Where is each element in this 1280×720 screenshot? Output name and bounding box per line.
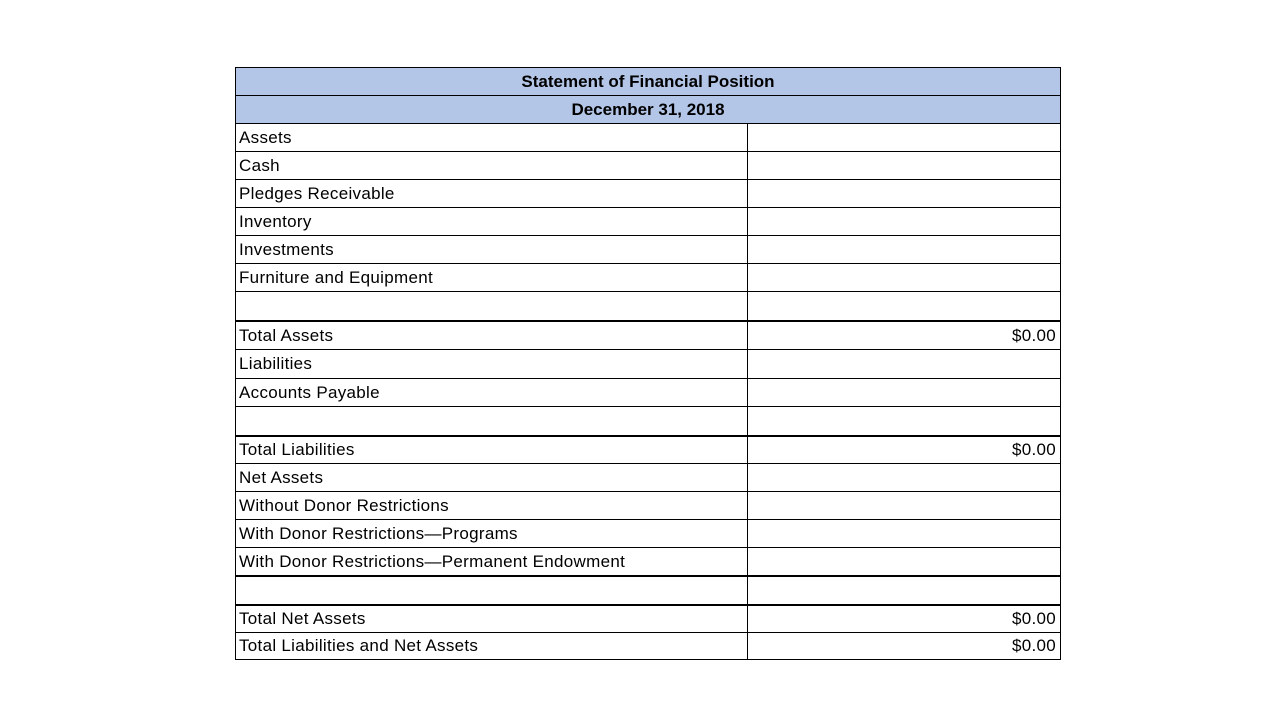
row-label[interactable] xyxy=(235,291,748,320)
row-label[interactable]: Pledges Receivable xyxy=(235,179,748,207)
row-value[interactable] xyxy=(748,179,1061,207)
row-value[interactable]: $0.00 xyxy=(748,435,1061,463)
row-value[interactable] xyxy=(748,575,1061,604)
row-label[interactable] xyxy=(235,575,748,604)
row-label[interactable]: Accounts Payable xyxy=(235,378,748,406)
row-value[interactable] xyxy=(748,123,1061,151)
row-label[interactable]: Total Liabilities xyxy=(235,435,748,463)
row-value[interactable] xyxy=(748,406,1061,435)
table-row xyxy=(235,547,1061,575)
table-row-total xyxy=(235,604,1061,632)
row-label[interactable] xyxy=(235,406,748,435)
row-label[interactable]: With Donor Restrictions—Programs xyxy=(235,519,748,547)
row-value[interactable]: $0.00 xyxy=(748,320,1061,349)
table-row xyxy=(235,491,1061,519)
table-row xyxy=(235,179,1061,207)
row-value[interactable]: $0.00 xyxy=(748,632,1061,660)
row-label[interactable]: Furniture and Equipment xyxy=(235,263,748,291)
row-label[interactable]: Investments xyxy=(235,235,748,263)
row-value[interactable] xyxy=(748,235,1061,263)
row-label[interactable]: Total Liabilities and Net Assets xyxy=(235,632,748,660)
row-label[interactable]: Inventory xyxy=(235,207,748,235)
table-row xyxy=(235,151,1061,179)
row-value[interactable] xyxy=(748,207,1061,235)
row-value[interactable] xyxy=(748,291,1061,320)
statement-date: December 31, 2018 xyxy=(235,95,1061,123)
financial-statement-table xyxy=(235,67,1061,660)
row-value[interactable] xyxy=(748,491,1061,519)
statement-title: Statement of Financial Position xyxy=(235,67,1061,95)
table-row-total xyxy=(235,632,1061,660)
row-value[interactable] xyxy=(748,519,1061,547)
row-value[interactable] xyxy=(748,263,1061,291)
row-value[interactable] xyxy=(748,349,1061,378)
table-row xyxy=(235,463,1061,491)
table-row-total xyxy=(235,435,1061,463)
row-label[interactable]: Liabilities xyxy=(235,349,748,378)
table-row xyxy=(235,207,1061,235)
row-value[interactable] xyxy=(748,151,1061,179)
row-label[interactable]: Total Net Assets xyxy=(235,604,748,632)
table-row xyxy=(235,575,1061,604)
row-value[interactable] xyxy=(748,547,1061,575)
table-row xyxy=(235,349,1061,378)
row-value[interactable]: $0.00 xyxy=(748,604,1061,632)
row-value[interactable] xyxy=(748,463,1061,491)
row-label[interactable]: Without Donor Restrictions xyxy=(235,491,748,519)
table-row xyxy=(235,235,1061,263)
table-row xyxy=(235,123,1061,151)
row-label[interactable]: Total Assets xyxy=(235,320,748,349)
table-row xyxy=(235,406,1061,435)
table-row xyxy=(235,263,1061,291)
table-row-total xyxy=(235,320,1061,349)
table-row xyxy=(235,519,1061,547)
table-row xyxy=(235,291,1061,320)
row-label[interactable]: Cash xyxy=(235,151,748,179)
row-label[interactable]: Assets xyxy=(235,123,748,151)
table-row xyxy=(235,378,1061,406)
row-label[interactable]: With Donor Restrictions—Permanent Endowment xyxy=(235,547,748,575)
row-value[interactable] xyxy=(748,378,1061,406)
row-label[interactable]: Net Assets xyxy=(235,463,748,491)
